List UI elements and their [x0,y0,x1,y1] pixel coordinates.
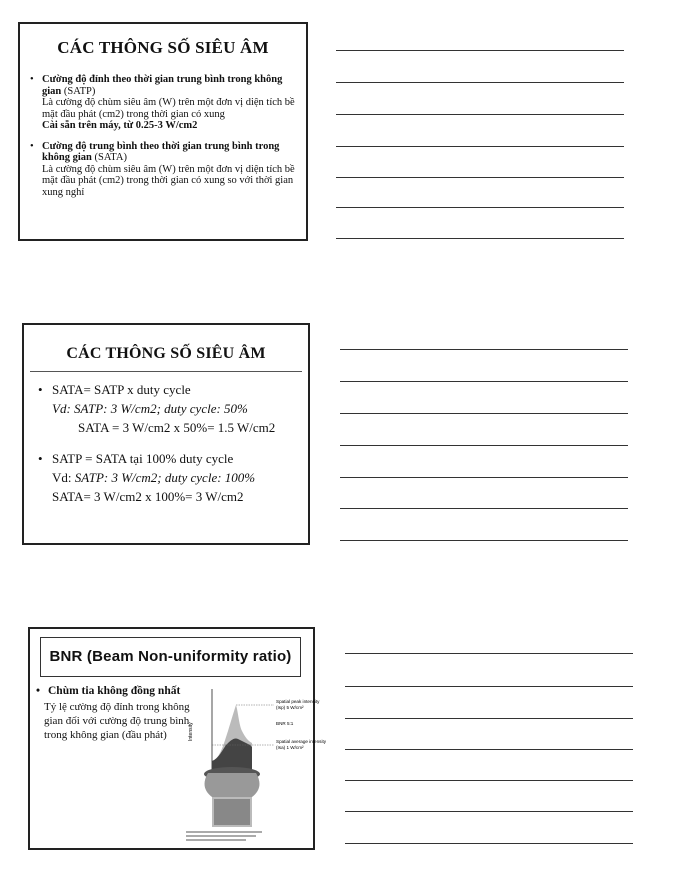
note-line [340,381,628,382]
slide-3-title-box [40,637,301,677]
slide-2-divider [30,371,302,372]
note-line [345,686,633,687]
example-2-result: SATA= 3 W/cm2 x 100%= 3 W/cm2 [52,489,244,504]
slide-2 [22,323,310,545]
peak-label-2: (Isp) 5 W/cm² [276,705,304,710]
note-line [345,749,633,750]
slide-3-description: Tỷ lệ cường độ đỉnh trong không gian đối với cường độ trung bình trong không gian (đầu phát) [44,701,190,741]
note-line [336,82,624,83]
example-1: Vd: SATP: 3 W/cm2; duty cycle: 50% [52,401,248,416]
note-line [345,843,633,844]
beam-intensity-figure [182,681,327,847]
slide-3-title: BNR (Beam Non-uniformity ratio) [49,648,292,665]
note-line [340,445,628,446]
note-line [340,540,628,541]
slide-1-item-satp [30,74,298,132]
avg-label-2: (Isa) 1 W/cm² [276,745,304,750]
example-2-prefix: Vd: [52,470,75,485]
y-axis-label: Intensity [188,722,194,741]
slide-2-title: CÁC THÔNG SỐ SIÊU ÂM [66,345,266,362]
note-line [336,207,624,208]
note-line [336,50,624,51]
satp-preset: Cài sẵn trên máy, từ 0.25-3 W/cm2 [42,120,198,131]
slide-1-item-sata [30,141,298,199]
note-line [336,146,624,147]
satp-equals-sata: • SATP = SATA tại 100% duty cycle [38,449,302,468]
satp-heading: Cường độ đỉnh theo thời gian trung bình trong không gian [42,74,283,97]
avg-label-1: Spatial average intensity [276,739,327,744]
note-line [345,811,633,812]
sata-definition: Là cường độ chùm siêu âm (W) trên một đơn vị diện tích bề mặt đầu phát (cm2) trong thời gian có xung so với thời gian xung nghỉ [42,163,295,198]
note-line [340,477,628,478]
note-line [336,177,624,178]
slide-1 [18,22,308,241]
slide-1-body [30,74,298,198]
bnr-ratio-label: BNR 5:1 [276,721,294,726]
peak-label-1: Spatial peak intensity [276,699,320,704]
example-2-values: SATP: 3 W/cm2; duty cycle: 100% [74,470,256,485]
slide-3-bullet: • Chùm tia không đồng nhất [36,685,181,697]
satp-abbr: (SATP) [61,85,96,97]
note-line [345,653,633,654]
note-line [336,238,624,239]
bullet-text: Chùm tia không đồng nhất [48,685,181,697]
sata-heading: Cường độ trung bình theo thời gian trung bình trong không gian [42,140,280,163]
sata-abbr: (SATA) [91,152,127,163]
sata-formula: • SATA= SATP x duty cycle [38,380,302,399]
note-line [340,413,628,414]
note-line [345,718,633,719]
note-line [336,114,624,115]
note-line [345,780,633,781]
example-1-result: SATA = 3 W/cm2 x 50%= 1.5 W/cm2 [78,420,276,435]
satp-definition: Là cường độ chùm siêu âm (W) trên một đơn vị diện tích bề mặt đầu phát (cm2) trong thời gian có xung [42,97,295,120]
example-2 [38,468,302,487]
slide-2-body [38,380,302,506]
slide-3 [28,627,327,850]
note-line [340,508,628,509]
note-line [340,349,628,350]
slide-1-title: CÁC THÔNG SỐ SIÊU ÂM [57,38,269,57]
